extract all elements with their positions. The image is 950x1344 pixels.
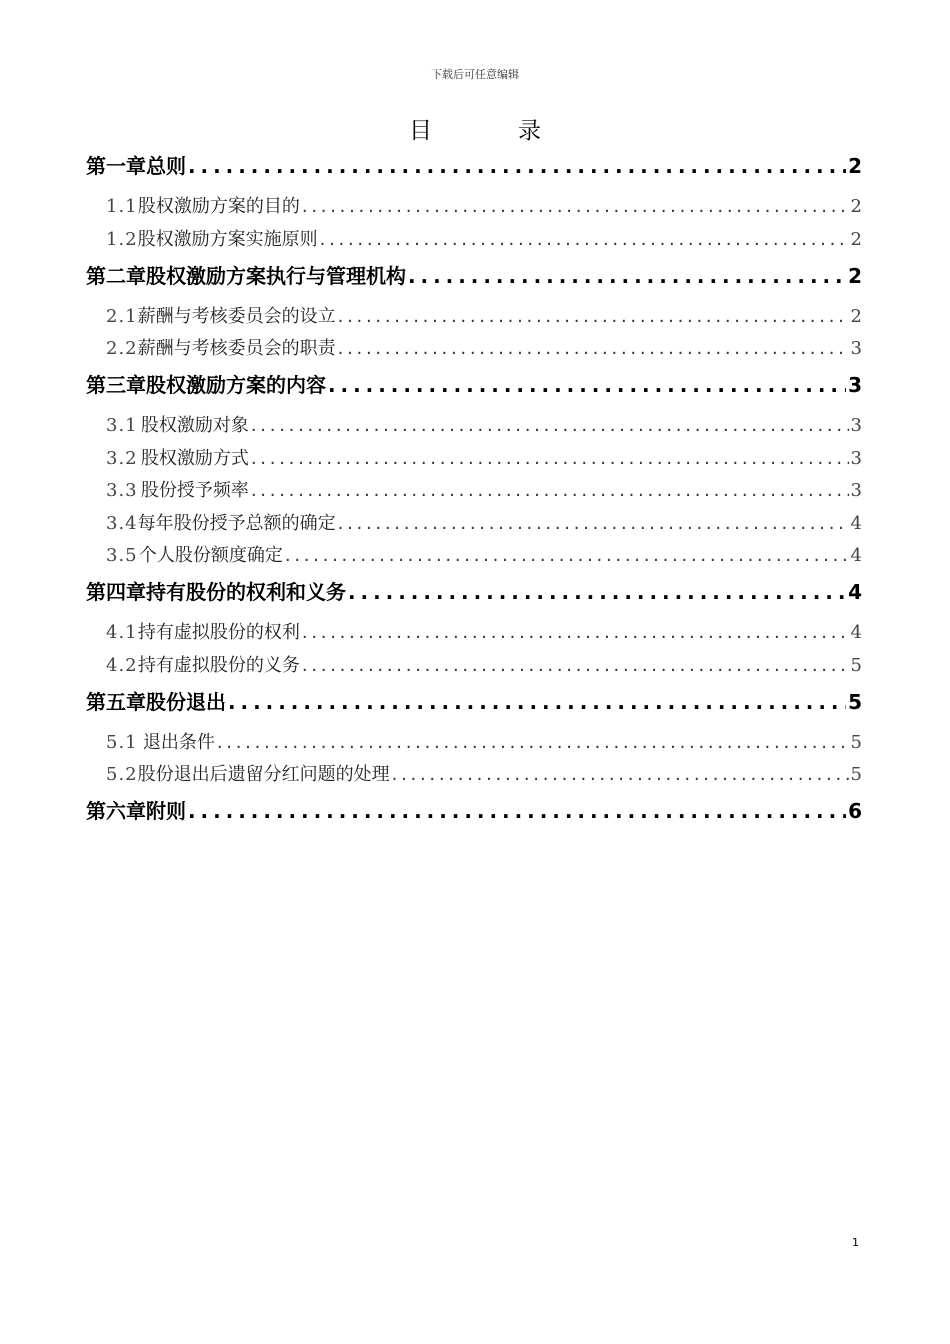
toc-leader-dots <box>251 480 849 501</box>
toc-entry-page: 6 <box>848 799 862 823</box>
toc-entry-label: 股权激励方案实施原则 <box>137 228 318 250</box>
toc-entry-label: 持有股份的权利和义务 <box>146 580 346 604</box>
toc-entry-page: 3 <box>850 447 862 469</box>
toc-section-entry[interactable] <box>86 509 862 539</box>
toc-entry-page: 5 <box>850 654 862 676</box>
toc-entry-page: 5 <box>850 731 862 753</box>
toc-entry-label: 股份退出后遗留分红问题的处理 <box>137 764 390 785</box>
toc-section-entry[interactable] <box>86 302 862 332</box>
toc-entry-label: 薪酬与考核委员会的设立 <box>137 305 336 327</box>
toc-chapter-entry[interactable] <box>86 795 862 829</box>
toc-entry-page: 3 <box>850 338 862 359</box>
toc-entry-label: 股权激励方案的目的 <box>137 196 300 217</box>
toc-entry-label: 总则 <box>146 154 186 178</box>
toc-leader-dots <box>217 732 849 753</box>
toc-entry-number: 3.3 <box>106 480 138 501</box>
toc-entry-number: 3.2 <box>106 447 138 469</box>
toc-entry-label: 股权激励方案的内容 <box>146 373 326 397</box>
toc-entry-page: 4 <box>850 545 862 566</box>
toc-entry-number: 3.5 <box>106 545 138 566</box>
toc-entry-page: 2 <box>850 228 862 250</box>
toc-entry-label: 附则 <box>146 799 186 823</box>
toc-entry-number: 第一章 <box>86 154 146 178</box>
toc-entry-page: 4 <box>850 622 862 643</box>
toc-leader-dots <box>338 513 849 534</box>
header-note: 下载后可任意编辑 <box>431 68 519 81</box>
toc-entry-label: 退出条件 <box>142 731 215 753</box>
toc-leader-dots <box>302 655 849 676</box>
toc-section-entry[interactable] <box>86 225 862 255</box>
toc-leader-dots <box>302 622 849 643</box>
toc-section-entry[interactable] <box>86 444 862 474</box>
toc-entry-number: 第三章 <box>86 373 146 397</box>
toc-entry-number: 5.2 <box>106 764 138 785</box>
toc-entry-label: 持有虚拟股份的权利 <box>137 622 300 643</box>
toc-leader-dots <box>392 764 849 785</box>
page-number: 1 <box>852 1236 859 1249</box>
toc-entry-number: 1.2 <box>106 228 138 250</box>
toc-leader-dots <box>338 338 849 359</box>
toc-leader-dots <box>338 306 849 327</box>
toc-entry-label: 股权激励对象 <box>140 415 249 436</box>
toc-title-left: 目 <box>409 118 432 144</box>
toc-chapter-entry[interactable] <box>86 150 862 184</box>
toc-entry-number: 第二章 <box>86 263 146 288</box>
toc-entry-label: 持有虚拟股份的义务 <box>137 654 300 676</box>
toc-section-entry[interactable] <box>86 760 862 790</box>
toc-chapter-entry[interactable] <box>86 260 862 294</box>
toc-entry-number: 第四章 <box>86 580 146 604</box>
toc-entry-label: 股份退出 <box>146 689 226 714</box>
toc-leader-dots <box>328 373 846 397</box>
toc-leader-dots <box>348 580 846 604</box>
toc-entry-label: 每年股份授予总额的确定 <box>137 512 336 534</box>
toc-entry-label: 薪酬与考核委员会的职责 <box>137 338 336 359</box>
toc-chapter-entry[interactable] <box>86 576 862 610</box>
toc-leader-dots <box>251 415 849 436</box>
toc-leader-dots <box>228 690 846 714</box>
toc-entry-page: 3 <box>848 373 862 397</box>
toc-entry-number: 3.1 <box>106 415 138 436</box>
toc-section-entry[interactable] <box>86 618 862 648</box>
toc-chapter-entry[interactable] <box>86 686 862 720</box>
toc-entry-label: 个人股份额度确定 <box>138 545 283 566</box>
toc-chapter-entry[interactable] <box>86 369 862 403</box>
toc-leader-dots <box>285 545 849 566</box>
toc-section-entry[interactable] <box>86 476 862 506</box>
toc-entry-page: 2 <box>850 196 862 217</box>
toc-entry-label: 股份授予频率 <box>140 480 249 501</box>
toc-section-entry[interactable] <box>86 651 862 681</box>
toc-entry-page: 4 <box>848 580 862 604</box>
toc-leader-dots <box>302 196 849 217</box>
toc-entry-number: 4.2 <box>106 654 138 676</box>
toc-entry-page: 2 <box>850 305 862 327</box>
toc-entry-page: 5 <box>850 764 862 785</box>
toc-section-entry[interactable] <box>86 411 862 441</box>
toc-section-entry[interactable] <box>86 541 862 571</box>
toc-title-right: 录 <box>518 118 541 144</box>
toc-leader-dots <box>408 264 846 288</box>
toc-leader-dots <box>188 154 846 178</box>
toc-leader-dots <box>251 448 849 469</box>
toc-entry-label: 股权激励方式 <box>140 447 249 469</box>
toc-entry-number: 2.2 <box>106 338 138 359</box>
toc-leader-dots <box>320 229 849 250</box>
toc-entry-number: 3.4 <box>106 512 138 534</box>
toc-entry-label: 股权激励方案执行与管理机构 <box>146 263 406 288</box>
toc-entry-number: 第五章 <box>86 689 146 714</box>
toc-entry-number: 5.1 <box>106 731 138 753</box>
toc-entry-page: 3 <box>850 480 862 501</box>
toc-section-entry[interactable] <box>86 728 862 758</box>
toc-entry-number: 2.1 <box>106 305 138 327</box>
toc-entry-page: 2 <box>848 263 862 288</box>
toc-entry-number: 4.1 <box>106 622 138 643</box>
toc-section-entry[interactable] <box>86 192 862 222</box>
toc-section-entry[interactable] <box>86 334 862 364</box>
toc-entry-number: 第六章 <box>86 799 146 823</box>
toc-entry-page: 3 <box>850 415 862 436</box>
toc-leader-dots <box>188 799 846 823</box>
toc-entry-number: 1.1 <box>106 196 138 217</box>
toc-entry-page: 5 <box>848 689 862 714</box>
toc-entry-page: 2 <box>848 154 862 178</box>
toc-entry-page: 4 <box>850 512 862 534</box>
toc-title <box>0 112 950 145</box>
